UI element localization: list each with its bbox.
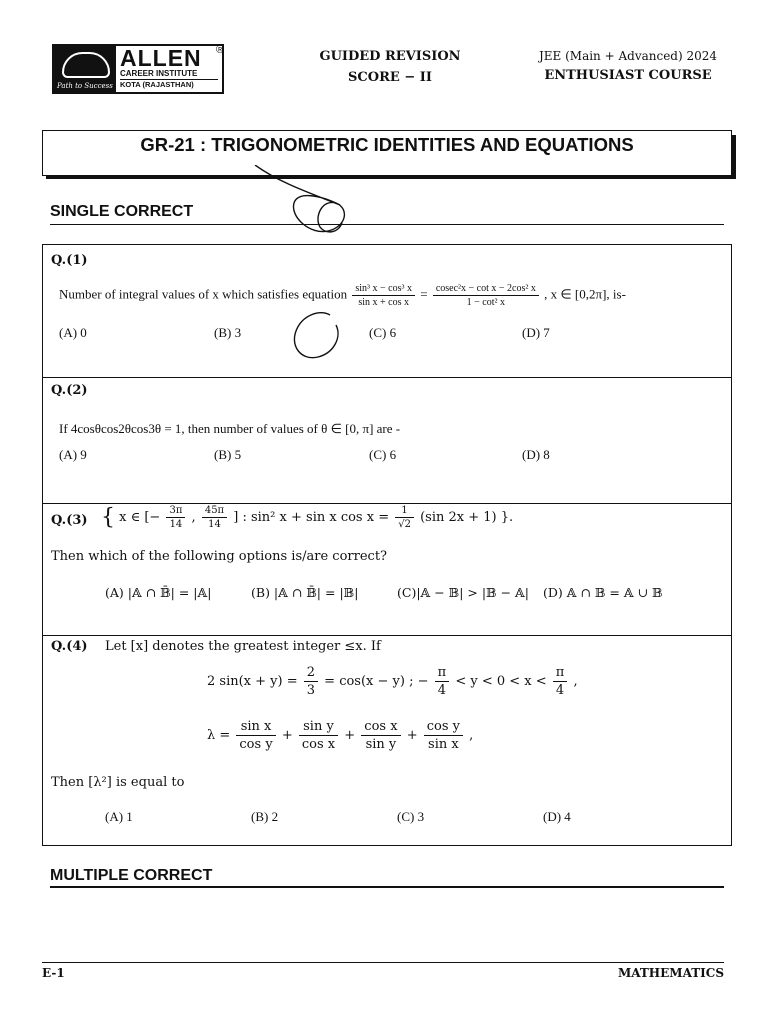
option-a[interactable]: (A) 9	[59, 447, 87, 462]
option-a[interactable]: (A) |𝔸 ∩ 𝔹̄| = |𝔸|	[105, 585, 212, 600]
fraction-denominator: cos y	[239, 737, 273, 752]
fraction-pi-over-four	[553, 665, 568, 698]
plus-sign: +	[281, 728, 293, 743]
options	[59, 447, 709, 467]
plus-sign: +	[406, 728, 418, 743]
fraction-pi-over-four	[435, 665, 450, 698]
set-brace-open: {	[101, 505, 115, 530]
equation-part: 2 sin(x + y) =	[207, 674, 298, 689]
score-label: SCORE − II	[348, 70, 432, 85]
logo-tagline: Path to Success	[57, 82, 113, 90]
fraction-denominator: 1 − cot² x	[466, 297, 506, 308]
set-end: (sin 2x + 1) }.	[420, 510, 514, 525]
car-emblem-icon	[62, 52, 110, 78]
header-right	[528, 46, 728, 86]
equals-sign: =	[420, 286, 428, 302]
plus-sign: +	[344, 728, 356, 743]
logo-emblem	[54, 46, 116, 92]
fraction-numerator: 1	[395, 505, 414, 518]
fraction-numerator: π	[435, 665, 450, 682]
fraction-numerator: 2	[304, 665, 318, 682]
fraction-numerator: sin³ x − cos³ x	[352, 283, 415, 296]
question-prompt: Then [λ²] is equal to	[51, 775, 185, 790]
equation-1	[207, 665, 578, 698]
logo-line2: KOTA (RAJASTHAN)	[120, 79, 218, 89]
logo-brand: ALLEN	[120, 45, 202, 71]
stem-domain: , x ∈ [0,2π], is-	[544, 286, 626, 302]
allen-logo	[52, 44, 224, 94]
fraction-lhs	[352, 283, 415, 308]
equation-part: ,	[469, 728, 474, 743]
fraction-denominator: √2	[398, 519, 411, 530]
option-c[interactable]: (C) 6	[369, 325, 397, 340]
equation-part: ,	[573, 674, 578, 689]
exam-label: JEE (Main + Advanced) 2024	[538, 49, 718, 63]
fraction-numerator: 45π	[202, 505, 227, 518]
question-4	[43, 635, 731, 845]
fraction-numerator: sin x	[236, 719, 275, 736]
fraction-rhs	[433, 283, 539, 308]
option-d[interactable]: (D) 𝔸 ∩ 𝔹 = 𝔸 ∪ 𝔹	[543, 585, 663, 600]
fraction-upper-bound	[202, 505, 227, 530]
section-divider	[50, 886, 724, 888]
section-multiple-correct: MULTIPLE CORRECT	[50, 867, 213, 884]
question-number: Q.(4)	[51, 639, 88, 654]
option-b[interactable]: (B) 5	[214, 447, 242, 462]
option-d[interactable]: (D) 8	[522, 447, 550, 462]
fraction-numerator: cosec²x − cot x − 2cos² x	[433, 283, 539, 296]
question-number: Q.(3)	[51, 513, 88, 528]
fraction-coefficient	[395, 505, 414, 530]
course-label: ENTHUSIAST COURSE	[544, 68, 712, 83]
equation-part: < y < 0 < x <	[455, 674, 547, 689]
fraction-denominator: sin x + cos x	[358, 297, 409, 308]
lambda-term-1	[236, 719, 275, 752]
fraction-numerator: cos y	[424, 719, 463, 736]
equation-part: = cos(x − y) ; −	[324, 674, 429, 689]
option-c[interactable]: (C) 3	[397, 809, 425, 824]
options	[59, 325, 709, 345]
fraction-numerator: π	[553, 665, 568, 682]
section-single-correct: SINGLE CORRECT	[50, 203, 194, 220]
section-divider	[50, 224, 724, 225]
set-definition	[101, 505, 513, 530]
fraction-lower-bound	[166, 505, 185, 530]
comma: ,	[191, 510, 196, 525]
option-c[interactable]: (C) 6	[369, 447, 397, 462]
fraction-numerator: 3π	[166, 505, 185, 518]
option-b[interactable]: (B) 3	[214, 325, 242, 340]
fraction-denominator: cos x	[301, 737, 336, 752]
option-b[interactable]: (B) |𝔸 ∩ 𝔹̄| = |𝔹|	[251, 585, 359, 600]
options	[105, 809, 705, 829]
option-d[interactable]: (D) 7	[522, 325, 550, 340]
fraction-denominator: 4	[555, 683, 565, 698]
guided-revision: GUIDED REVISION	[319, 49, 461, 64]
fraction-denominator: 14	[208, 519, 221, 530]
question-stem	[59, 283, 626, 308]
fraction-denominator: sin y	[365, 737, 397, 752]
logo-line1: CAREER INSTITUTE	[120, 69, 198, 78]
question-intro: Let [x] denotes the greatest integer ≤x. If	[105, 639, 381, 654]
set-domain: x ∈ [−	[119, 510, 161, 525]
option-a[interactable]: (A) 0	[59, 325, 87, 340]
equation-part: λ =	[207, 728, 231, 743]
set-condition: ] : sin² x + sin x cos x =	[233, 510, 390, 525]
fraction-two-thirds	[304, 665, 318, 698]
subject-label: MATHEMATICS	[617, 966, 724, 980]
question-prompt: Then which of the following options is/are correct?	[51, 549, 388, 564]
question-stem: If 4cosθcos2θcos3θ = 1, then number of values of θ ∈ [0, π] are -	[59, 421, 401, 436]
option-a[interactable]: (A) 1	[105, 809, 133, 824]
question-3	[43, 503, 731, 636]
options	[105, 585, 725, 605]
question-table	[42, 244, 732, 846]
registered-mark: ®	[216, 44, 225, 56]
fraction-denominator: 14	[169, 519, 183, 530]
option-c[interactable]: (C)|𝔸 − 𝔹| > |𝔹 − 𝔸|	[397, 585, 529, 600]
fraction-numerator: cos x	[361, 719, 400, 736]
option-b[interactable]: (B) 2	[251, 809, 279, 824]
lambda-term-3	[361, 719, 400, 752]
page-title: GR-21 : TRIGONOMETRIC IDENTITIES AND EQUATIONS	[140, 134, 634, 155]
lambda-term-2	[299, 719, 338, 752]
stem-text: Number of integral values of x which satisfies equation	[59, 286, 348, 302]
fraction-denominator: 4	[437, 683, 447, 698]
fraction-denominator: sin x	[428, 737, 459, 752]
fraction-numerator: sin y	[299, 719, 338, 736]
header-center	[290, 46, 490, 88]
question-2	[43, 377, 731, 504]
fraction-denominator: 3	[306, 683, 316, 698]
equation-2	[207, 719, 473, 752]
question-1	[43, 245, 731, 378]
question-number: Q.(2)	[51, 383, 88, 398]
footer-divider	[42, 962, 724, 963]
lambda-term-4	[424, 719, 463, 752]
title-box	[42, 130, 732, 176]
page-code: E-1	[42, 966, 65, 980]
option-d[interactable]: (D) 4	[543, 809, 571, 824]
question-number: Q.(1)	[51, 253, 88, 268]
